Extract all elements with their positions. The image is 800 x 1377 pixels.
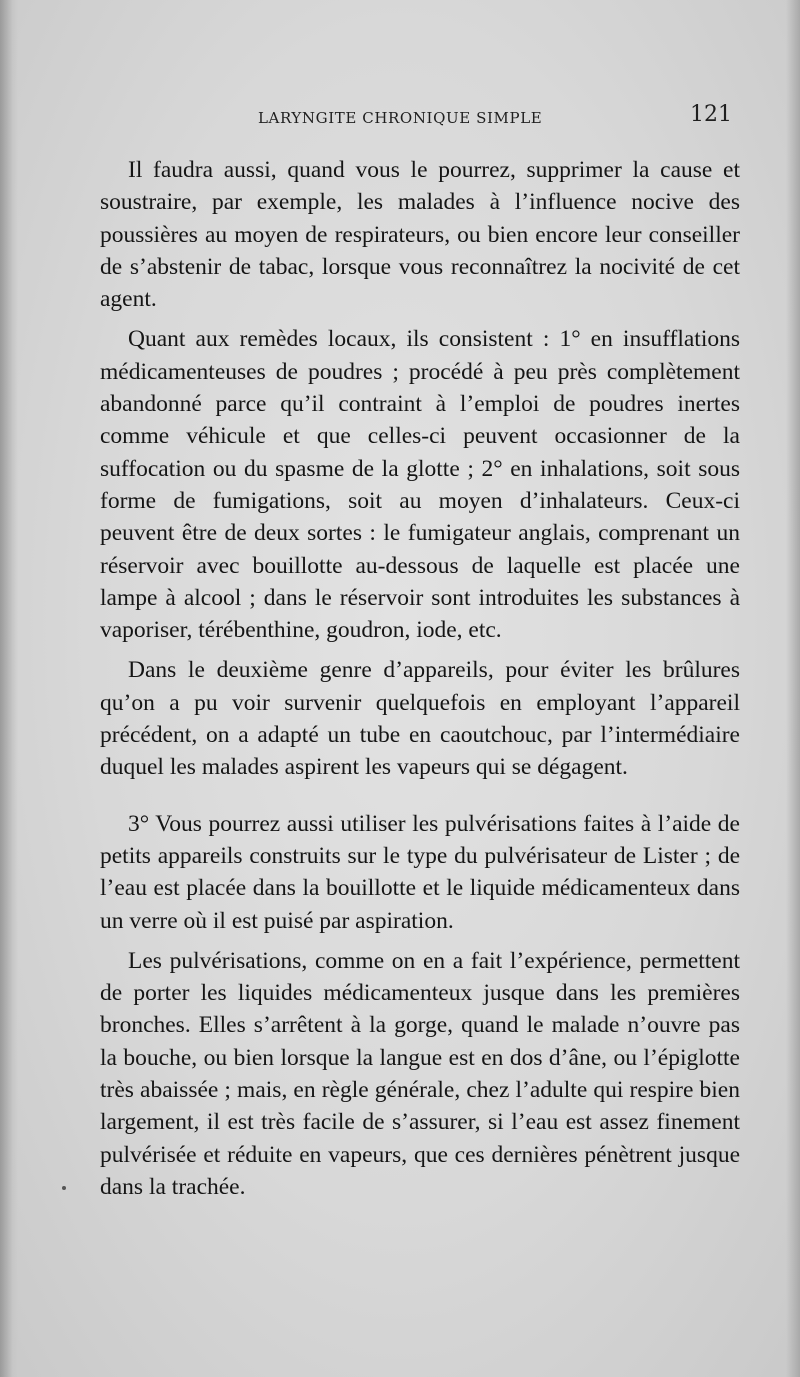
paragraph-second-apparatus: Dans le deuxième genre d’appareils, pour éviter les brûlures qu’on a pu voir survenir quelquefois en employant l’appareil précédent, on a adapté un tube en caoutchouc, par l’intermédiaire duquel les malades aspirent les vapeurs qui se dégagent. bbox=[100, 657, 740, 781]
page-edge-right bbox=[786, 0, 800, 1377]
paragraph-cause: Il faudra aussi, quand vous le pourrez, supprimer la cause et soustraire, par exemple, les malades à l’influence nocive des poussières au moyen de respirateurs, ou bien encore leur conseiller de s’abstenir de tabac, lorsque vous reconnaîtrez la nocivité de cet agent. bbox=[100, 157, 740, 313]
ink-speck bbox=[62, 1186, 66, 1190]
paragraph-local-remedies: Quant aux remèdes locaux, ils consistent : 1° en insufflations médicamenteuses de poudres ; procédé à peu près complètement abandonné parce qu’il contraint à l’emploi de poudres inertes comme véhicule et que celles-ci peuvent occasionner de la suffocation ou du spasme de la glotte ; 2° en inhalations, soit sous forme de fumigations, soit au moyen d’inhalateurs. Ceux-ci peuvent être de deux sortes : le fumigateur anglais, comprenant un réservoir avec bouillotte au-dessous de laquelle est placée une lampe à alcool ; dans le réservoir sont introduites les substances à vaporiser, térébenthine, goudron, iode, etc. bbox=[100, 326, 740, 644]
body-text bbox=[100, 154, 740, 1211]
paragraph-pulverisations: 3° Vous pourrez aussi utiliser les pulvérisations faites à l’aide de petits appareils construits sur le type du pulvérisateur de Lister ; de l’eau est placée dans la bouillotte et le liquide médicamenteux dans un verre où il est puisé par aspiration. bbox=[100, 810, 740, 934]
page-header bbox=[100, 100, 740, 136]
paragraph-pulverisation-effects: Les pulvérisations, comme on en a fait l’expérience, permettent de porter les liquides médicamenteux jusque dans les premières bronches. Elles s’arrêtent à la gorge, quand le malade n’ouvre pas la bouche, ou bien lorsque la langue est en dos d’âne, ou l’épiglotte très abaissée ; mais, en règle générale, chez l’adulte qui respire bien largement, il est très facile de s’assurer, si l’eau est assez finement pulvérisée et réduite en vapeurs, que ces dernières pénètrent jusque dans la trachée. bbox=[100, 947, 740, 1200]
page-edge-left bbox=[0, 0, 18, 1377]
page-number: 121 bbox=[690, 102, 732, 127]
running-title: LARYNGITE CHRONIQUE SIMPLE bbox=[258, 109, 543, 127]
